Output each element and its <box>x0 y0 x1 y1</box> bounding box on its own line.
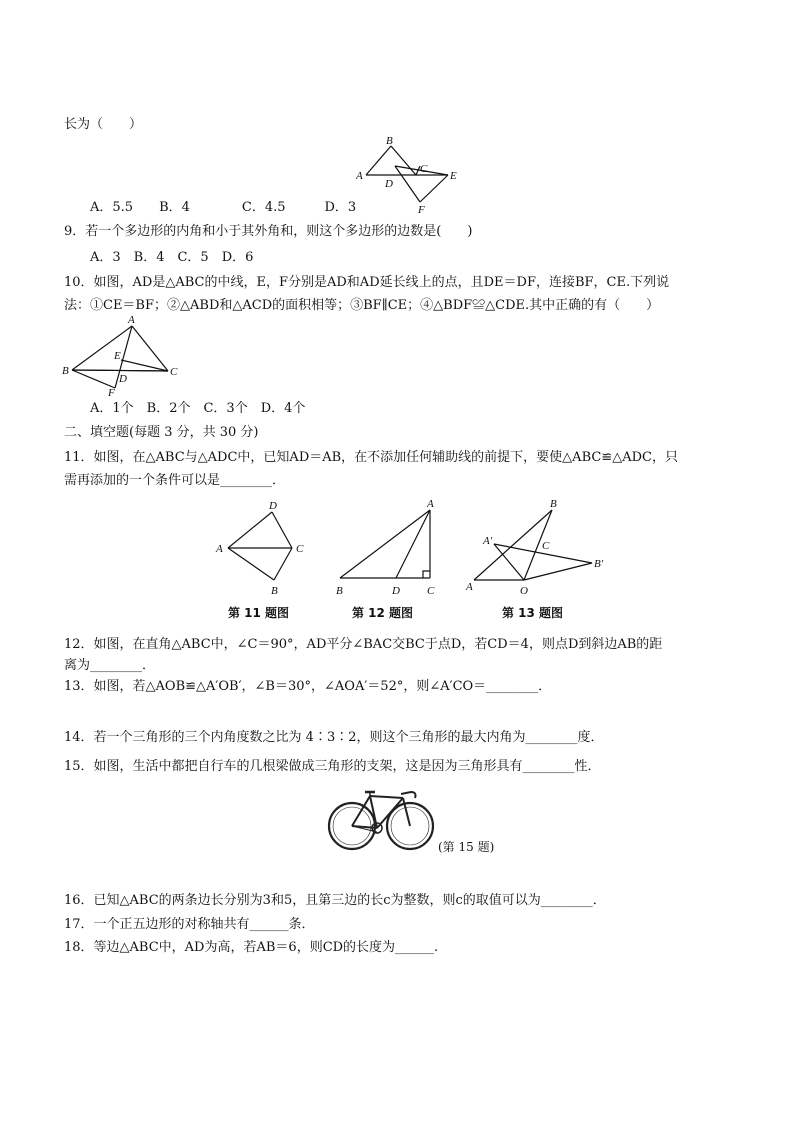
q11-label-a: A <box>216 543 223 555</box>
q8-label-b: B <box>386 135 393 147</box>
q8-options: A．5.5 B．4 C．4.5 D．3 <box>90 200 357 215</box>
q12-label-b: B <box>336 585 343 597</box>
q12-label-d: D <box>392 585 400 597</box>
q13-label-b: B <box>550 498 557 510</box>
q11-figure <box>210 496 320 622</box>
q8-label-a: A <box>356 170 363 182</box>
q12-label-c: C <box>427 585 435 597</box>
q12-line1: 12．如图，在直角△ABC中，∠C＝90°，AD平分∠BAC交BC于点D，若CD＝4，则点D到斜边AB的距 <box>64 637 663 652</box>
q11-caption: 第 11 题图 <box>228 606 290 620</box>
q10-label-a: A <box>128 314 135 326</box>
q15-caption: (第 15 题) <box>438 840 495 854</box>
section2-title: 二、填空题(每题 3 分，共 30 分) <box>64 425 259 440</box>
q14-line1: 14．若一个三角形的三个内角度数之比为 4∶3∶2，则这个三角形的最大内角为________度． <box>64 730 604 745</box>
q11-label-b: B <box>271 585 278 597</box>
q13-caption: 第 13 题图 <box>502 606 564 620</box>
q12-label-a: A <box>427 498 434 510</box>
q10-label-d: D <box>119 373 127 385</box>
q9-options: A．3 B．4 C．5 D．6 <box>90 250 254 265</box>
q13-label-c: C <box>542 540 550 552</box>
q13-line1: 13．如图，若△AOB≌△A′OB′，∠B＝30°，∠AOA′＝52°，则∠A′CO＝________． <box>64 679 552 694</box>
q11-line1: 11．如图，在△ABC与△ADC中，已知AD＝AB，在不添加任何辅助线的前提下，要使△ABC≌△ADC，只 <box>64 450 678 465</box>
q15-line1: 15．如图，生活中都把自行车的几根梁做成三角形的支架，这是因为三角形具有________性． <box>64 759 601 774</box>
q13-label-b-prime: B′ <box>594 558 604 570</box>
q11-line2: 需再添加的一个条件可以是________． <box>64 473 286 488</box>
q10-figure <box>60 312 186 398</box>
q11-label-d: D <box>269 500 277 512</box>
q10-options: A．1个 B．2个 C．3个 D．4个 <box>90 401 306 416</box>
q16-line1: 16．已知△ABC的两条边长分别为3和5，且第三边的长c为整数，则c的取值可以为________． <box>64 893 606 908</box>
q10-label-b: B <box>62 365 69 377</box>
q8-label-d: D <box>385 178 393 190</box>
q13-label-a-prime: A′ <box>483 535 493 547</box>
q9-stem: 9．若一个多边形的内角和小于其外角和，则这个多边形的边数是( ) <box>64 224 473 239</box>
q18-line1: 18．等边△ABC中，AD为高，若AB＝6，则CD的长度为______. <box>64 940 439 955</box>
q8-label-e: E <box>450 170 457 182</box>
q8-figure <box>352 132 464 216</box>
q12-line2: 离为________． <box>64 658 156 673</box>
q10-label-c: C <box>170 366 178 378</box>
q17-line1: 17．一个正五边形的对称轴共有______条． <box>64 917 315 932</box>
q12-figure <box>330 496 448 622</box>
q10-label-f: F <box>108 387 115 398</box>
q13-label-o: O <box>520 585 528 597</box>
bicycle-image <box>325 784 437 854</box>
q10-label-e: E <box>114 350 121 362</box>
q10-line1: 10．如图，AD是△ABC的中线，E，F分别是AD和AD延长线上的点，且DE＝DF，连接BF，CE.下列说 <box>64 275 670 290</box>
q13-figure <box>462 496 612 622</box>
q12-caption: 第 12 题图 <box>352 606 414 620</box>
q8-label-f: F <box>418 204 425 216</box>
q10-line2: 法：①CE＝BF；②△ABD和△ACD的面积相等；③BF∥CE；④△BDF≌△CDE.其中正确的有（ ） <box>64 298 660 313</box>
q8-label-c: C <box>420 163 428 175</box>
q8-stem-end: 长为（ ） <box>64 117 143 132</box>
q13-label-a: A <box>466 581 473 593</box>
q11-label-c: C <box>296 543 304 555</box>
